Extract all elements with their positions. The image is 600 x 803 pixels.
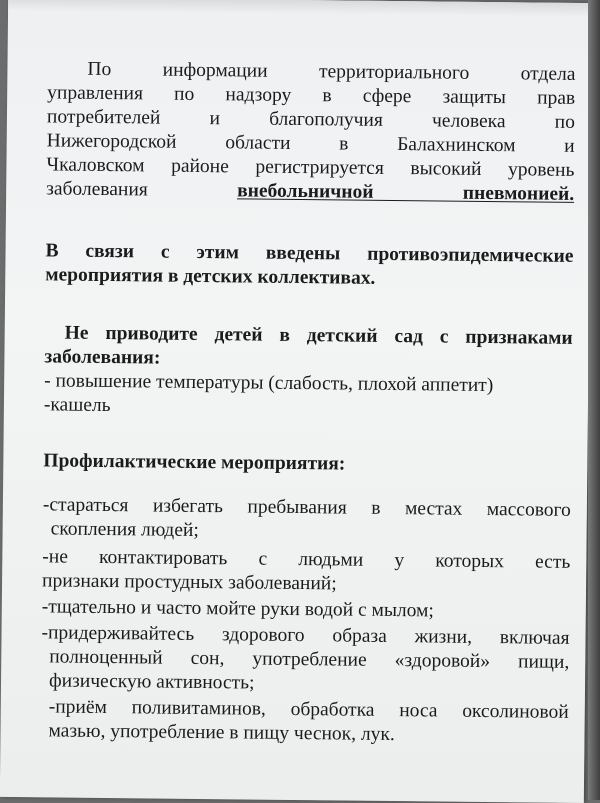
prevention-line: полноценный сон, употребление «здоровой» пищи, [49,646,570,673]
prevention-item [42,595,570,625]
prevention-line: -не контактировать с людьми у которых есть [42,546,571,573]
symptom-item [44,393,572,423]
intro-last-prefix: заболевания [46,178,238,202]
prevention-line: -придерживайтесь здорового образа жизни, включая [41,622,570,649]
symptom-text: -кашель [43,394,111,417]
prevention-line: -приём поливитаминов, обработка носа оксолиновой [48,696,569,723]
measures-line: В связи с этим введены противоэпидемические [45,240,574,267]
prevention-line: признаки простудных заболеваний; [41,570,337,595]
intro-line: управления по надзору в сфере защиты прав [47,82,576,109]
prevention-item [42,545,570,599]
prevention-item [41,621,570,699]
symptom-text: - повышение температуры (слабость, плохой аппетит) [44,370,494,397]
disease-highlight: внебольничной пневмонией. [237,180,575,205]
prevention-line: скопления людей; [50,518,199,541]
intro-line: Нижегородской области в Балахнинском и [46,130,575,157]
prevention-line: -стараться избегать пребывания в местах массового [42,494,571,521]
prevention-item [43,493,571,547]
prevention-line: мазью, употребление в пищу чеснок, лук. [48,720,395,746]
prevention-line: физическую активность; [48,670,255,694]
background-edge [588,0,600,800]
prevention-title [43,449,571,479]
warning-line: Не приводите детей в детский сад с признаками [64,322,573,349]
prevention-title-text: Профилактические мероприятия: [43,450,346,475]
prevention-item [40,695,568,749]
intro-line: Чкаловском районе регистрируется высокий уровень [46,154,575,181]
intro-paragraph [46,57,575,207]
intro-line: потребителей и благополучия человека по [46,106,576,133]
intro-line: По информации территориального отдела [87,58,576,85]
prevention-line: -тщательно и часто мойте руки водой с мылом; [41,596,434,622]
prevention-list [40,493,571,749]
warning-line: заболевания: [44,346,161,369]
intro-last-line [46,177,574,207]
measures-line: мероприятия в детских коллективах. [45,264,376,289]
measures-heading [45,239,573,293]
warning-heading [44,321,572,375]
